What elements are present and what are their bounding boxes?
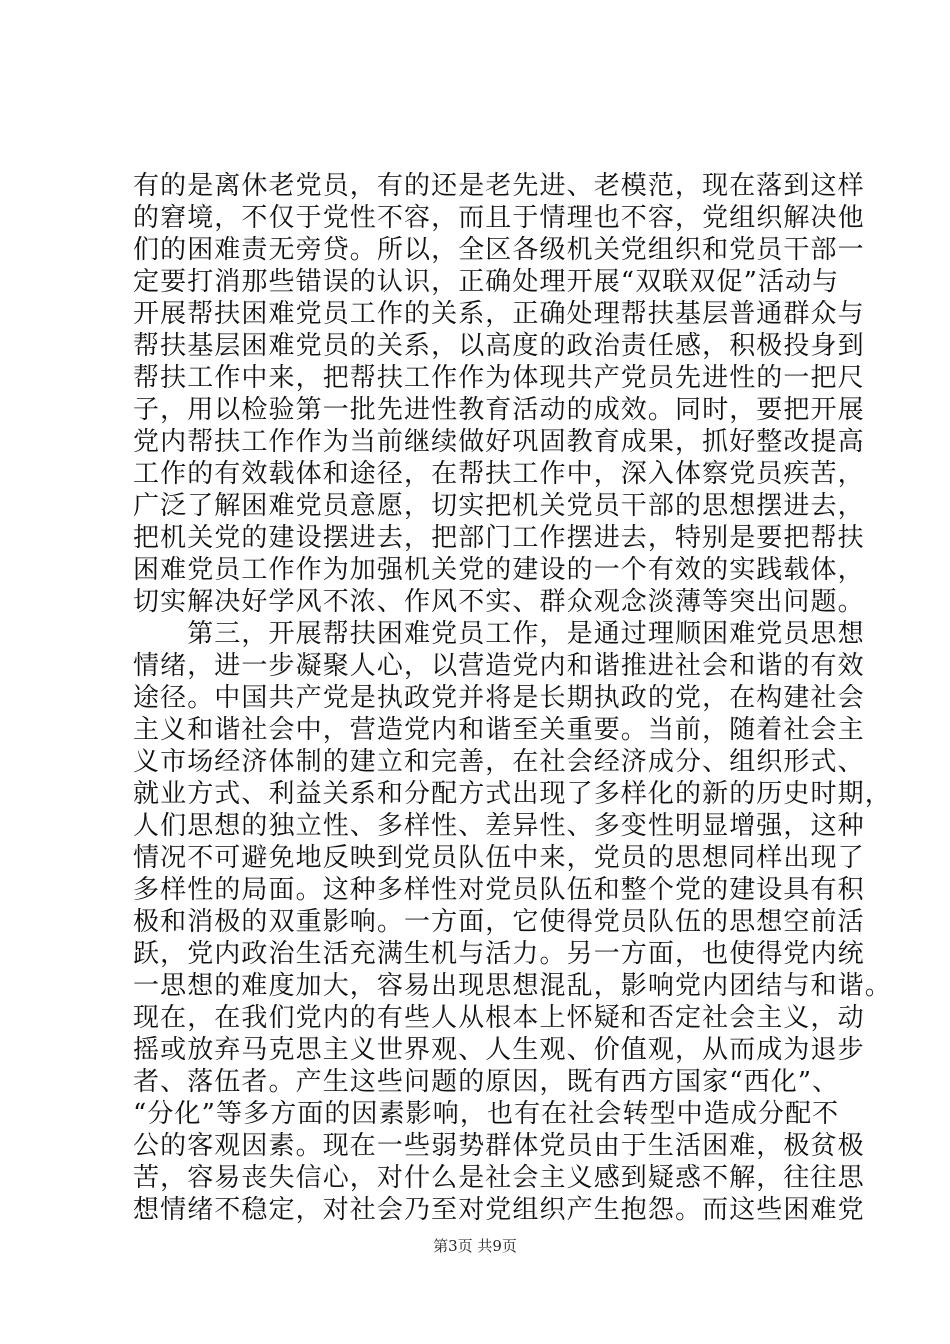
text-line: 切实解决好学风不浓、作风不实、群众观念淡薄等突出问题。 (133, 587, 865, 617)
text-line: 者、落伍者。产生这些问题的原因，既有西方国家“西化”、 (133, 1067, 840, 1097)
page-number-label: 第3页 共9页 (433, 1237, 517, 1255)
text-line: 苦，容易丧失信心，对什么是社会主义感到疑惑不解，往往思 (133, 1163, 865, 1193)
body-text (133, 170, 892, 1226)
text-line: 帮扶基层困难党员的关系，以高度的政治责任感，积极投身到 (133, 331, 865, 361)
text-line: 途径。中国共产党是执政党并将是长期执政的党，在构建社会 (133, 683, 865, 713)
text-line: 党内帮扶工作作为当前继续做好巩固教育成果，抓好整改提高 (133, 427, 865, 457)
text-line: 的窘境，不仅于党性不容，而且于情理也不容，党组织解决他 (133, 203, 865, 233)
text-line: 开展帮扶困难党员工作的关系，正确处理帮扶基层普通群众与 (133, 299, 865, 329)
text-line: 子，用以检验第一批先进性教育活动的成效。同时，要把开展 (133, 395, 865, 425)
text-line: 人们思想的独立性、多样性、差异性、多变性明显增强，这种 (133, 811, 865, 841)
text-line: 第三，开展帮扶困难党员工作，是通过理顺困难党员思想 (133, 619, 865, 649)
text-line: “分化”等多方面的因素影响，也有在社会转型中造成分配不 (133, 1099, 840, 1129)
text-line: 极和消极的双重影响。一方面，它使得党员队伍的思想空前活 (133, 907, 865, 937)
text-line: 困难党员工作作为加强机关党的建设的一个有效的实践载体， (133, 555, 865, 585)
text-line: 一思想的难度加大，容易出现思想混乱，影响党内团结与和谐。 (133, 971, 892, 1001)
text-line: 广泛了解困难党员意愿，切实把机关党员干部的思想摆进去， (133, 491, 865, 521)
text-line: 想情绪不稳定，对社会乃至对党组织产生抱怨。而这些困难党 (133, 1195, 865, 1225)
text-line: 定要打消那些错误的认识，正确处理开展“双联双促”活动与 (133, 267, 840, 297)
text-line: 主义和谐社会中，营造党内和谐至关重要。当前，随着社会主 (133, 715, 865, 745)
text-line: 把机关党的建设摆进去，把部门工作摆进去，特别是要把帮扶 (133, 523, 865, 553)
text-line: 情况不可避免地反映到党员队伍中来，党员的思想同样出现了 (133, 843, 865, 873)
text-line: 现在，在我们党内的有些人从根本上怀疑和否定社会主义，动 (133, 1003, 865, 1033)
text-line: 帮扶工作中来，把帮扶工作作为体现共产党员先进性的一把尺 (133, 363, 865, 393)
text-line: 就业方式、利益关系和分配方式出现了多样化的新的历史时期， (133, 779, 892, 809)
text-line: 多样性的局面。这种多样性对党员队伍和整个党的建设具有积 (133, 875, 865, 905)
text-line: 情绪，进一步凝聚人心，以营造党内和谐推进社会和谐的有效 (133, 651, 865, 681)
text-line: 有的是离休老党员，有的还是老先进、老模范，现在落到这样 (133, 171, 865, 201)
text-line: 义市场经济体制的建立和完善，在社会经济成分、组织形式、 (133, 747, 865, 777)
text-line: 跃，党内政治生活充满生机与活力。另一方面，也使得党内统 (133, 939, 865, 969)
text-line: 工作的有效载体和途径，在帮扶工作中，深入体察党员疾苦， (133, 459, 865, 489)
text-line: 摇或放弃马克思主义世界观、人生观、价值观，从而成为退步 (133, 1035, 865, 1065)
page-footer (0, 1236, 950, 1256)
text-line: 公的客观因素。现在一些弱势群体党员由于生活困难，极贫极 (133, 1131, 865, 1161)
text-line: 们的困难责无旁贷。所以，全区各级机关党组织和党员干部一 (133, 235, 865, 265)
